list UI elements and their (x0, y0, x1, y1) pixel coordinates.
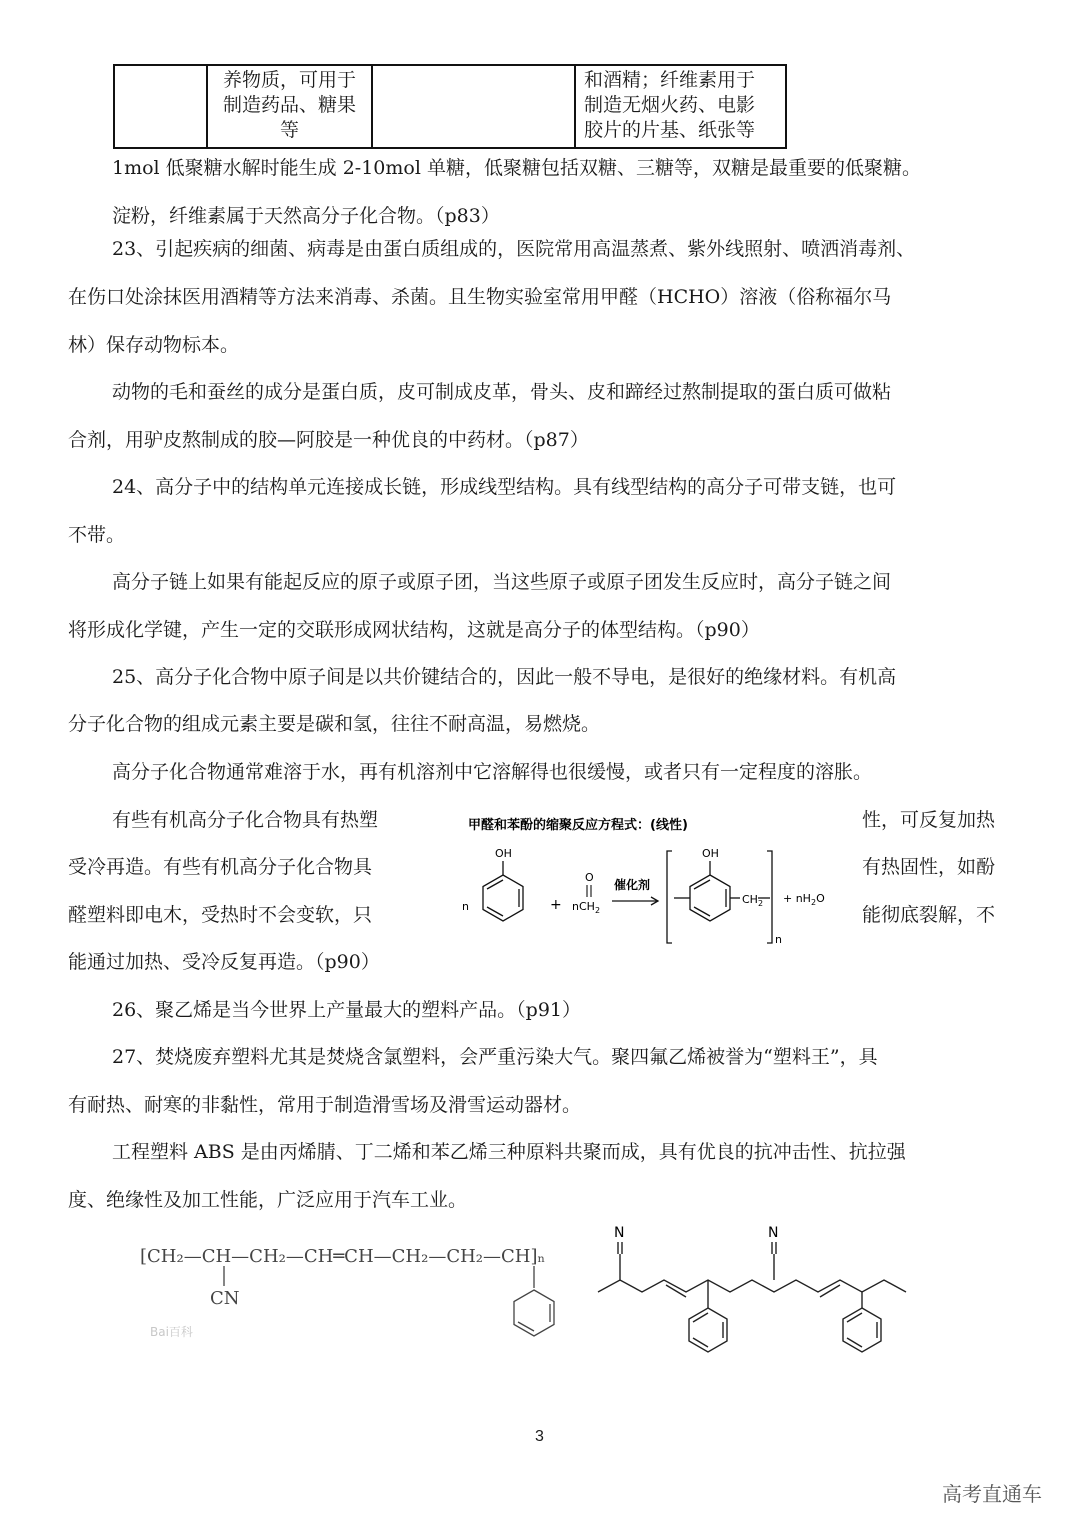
nitrile-n-label-1: N (614, 1225, 625, 1241)
cell-line: 制造无烟火药、电影 (584, 94, 756, 116)
skeletal-chain (598, 1242, 906, 1352)
page-number: 3 (535, 1428, 544, 1445)
paragraph-25-line-2: 分子化合物的组成元素主要是碳和氢，往往不耐高温，易燃烧。 (68, 713, 601, 735)
wrap-right-line-1: 性，可反复加热 (862, 809, 996, 831)
abs-cn-label: CN (210, 1288, 240, 1309)
water-o: O (816, 892, 825, 905)
abs-side-groups (224, 1266, 554, 1336)
cell-line: 养物质，可用于 (222, 69, 356, 91)
paragraph-network-line-2: 将形成化学键，产生一定的交联形成网状结构，这就是高分子的体型结构。（p90） (68, 619, 760, 641)
table-cell-uses-1 (207, 65, 372, 148)
product-ch: CH (742, 893, 758, 906)
properties-table (113, 64, 787, 149)
cell-line: 胶片的片基、纸张等 (584, 119, 756, 141)
bracket-right (767, 851, 772, 943)
water-label (783, 892, 825, 907)
figure-caption: 甲醛和苯酚的缩聚反应方程式：(线性) (468, 818, 688, 833)
paragraph-26: 26、聚乙烯是当今世界上产量最大的塑料产品。（p91） (112, 999, 582, 1021)
paragraph-27-line-1: 27、焚烧废弃塑料尤其是焚烧含氯塑料，会严重污染大气。聚四氟乙烯被誉为“塑料王”，具 (112, 1046, 878, 1068)
catalyst-label: 催化剂 (614, 878, 651, 892)
wrap-left-line-2: 受冷再造。有些有机高分子化合物具 (68, 856, 373, 878)
wrap-right-line-2: 有热固性，如酚 (862, 856, 996, 878)
product-n-subscript: n (775, 933, 782, 946)
abs-chain-formula: [CH₂—CH—CH₂—CH═CH—CH₂—CH₂—CH]ₙ (140, 1246, 546, 1267)
nitrile-n-label-2: N (768, 1225, 779, 1241)
phenol-formaldehyde-reaction-figure (440, 805, 845, 955)
formaldehyde-o-label: O (585, 871, 594, 884)
phenol-n-coefficient: n (462, 900, 469, 913)
phenol-oh-label: OH (495, 847, 512, 860)
table-cell-empty-1 (114, 65, 207, 148)
reaction-arrow (612, 897, 658, 905)
product-ch-sub: 2 (757, 899, 764, 908)
product-oh-label: OH (702, 847, 719, 860)
paragraph-abs-line-1: 工程塑料 ABS 是由丙烯腈、丁二烯和苯乙烯三种原料共聚而成，具有优良的抗冲击性、抗拉强 (112, 1141, 906, 1163)
paragraph-abs-line-2: 度、绝缘性及加工性能，广泛应用于汽车工业。 (68, 1189, 468, 1211)
product-ch2-label (742, 893, 763, 908)
paragraph-25-line-1: 25、高分子化合物中原子间是以共价键结合的，因此一般不导电，是很好的绝缘材料。有机高 (112, 666, 897, 688)
wrap-left-line-1: 有些有机高分子化合物具有热塑 (112, 809, 379, 831)
table-cell-empty-2 (372, 65, 575, 148)
paragraph-protein-line-1: 动物的毛和蚕丝的成分是蛋白质，皮可制成皮革，骨头、皮和蹄经过熬制提取的蛋白质可做粘 (112, 381, 892, 403)
bracket-left (667, 851, 672, 943)
abs-structural-formula-figure (138, 1232, 578, 1347)
source-watermark: 高考直通车 (942, 1482, 1042, 1506)
baike-watermark-logo: Bai百科 (150, 1325, 193, 1339)
wrap-left-line-3: 醛塑料即电木，受热时不会变软，只 (68, 904, 373, 926)
paragraph-oligosaccharide: 1mol 低聚糖水解时能生成 2-10mol 单糖，低聚糖包括双糖、三糖等，双糖是最重要的低聚糖。 (112, 157, 921, 179)
paragraph-starch: 淀粉，纤维素属于天然高分子化合物。（p83） (112, 205, 500, 227)
paragraph-24-line-2: 不带。 (68, 524, 126, 546)
phenol-reactant (483, 861, 523, 921)
paragraph-23-line-2: 在伤口处涂抹医用酒精等方法来消毒、杀菌。且生物实验室常用甲醛（HCHO）溶液（俗称福尔马 (68, 286, 892, 308)
formaldehyde-nch: nCH (572, 900, 595, 913)
table-cell-uses-2 (575, 65, 786, 148)
paragraph-solubility: 高分子化合物通常难溶于水，再有机溶剂中它溶解得也很缓慢，或者只有一定程度的溶胀。 (112, 761, 873, 783)
cell-line: 和酒精；纤维素用于 (584, 69, 756, 91)
water-sub: 2 (810, 898, 817, 907)
cell-line: 等 (279, 119, 299, 141)
water-nh: + nH (783, 892, 811, 905)
formaldehyde-label (572, 900, 600, 915)
paragraph-network-line-1: 高分子链上如果有能起反应的原子或原子团，当这些原子或原子团发生反应时，高分子链之间 (112, 571, 892, 593)
formaldehyde-sub: 2 (594, 906, 601, 915)
plus-sign: + (550, 897, 562, 913)
abs-skeletal-formula-figure (590, 1222, 920, 1372)
paragraph-23-line-1: 23、引起疾病的细菌、病毒是由蛋白质组成的，医院常用高温蒸煮、紫外线照射、喷洒消毒剂、 (112, 238, 916, 260)
paragraph-24-line-1: 24、高分子中的结构单元连接成长链，形成线型结构。具有线型结构的高分子可带支链，也可 (112, 476, 897, 498)
paragraph-27-line-2: 有耐热、耐寒的非黏性，常用于制造滑雪场及滑雪运动器材。 (68, 1094, 582, 1116)
formaldehyde-double-bond (587, 885, 591, 897)
paragraph-23-line-3: 林）保存动物标本。 (68, 334, 240, 356)
paragraph-protein-line-2: 合剂，用驴皮熬制成的胶—阿胶是一种优良的中药材。（p87） (68, 429, 589, 451)
cell-line: 制造药品、糖果 (222, 94, 356, 116)
wrap-left-line-4: 能通过加热、受冷反复再造。（p90） (68, 951, 380, 973)
wrap-right-line-3: 能彻底裂解，不 (862, 904, 996, 926)
